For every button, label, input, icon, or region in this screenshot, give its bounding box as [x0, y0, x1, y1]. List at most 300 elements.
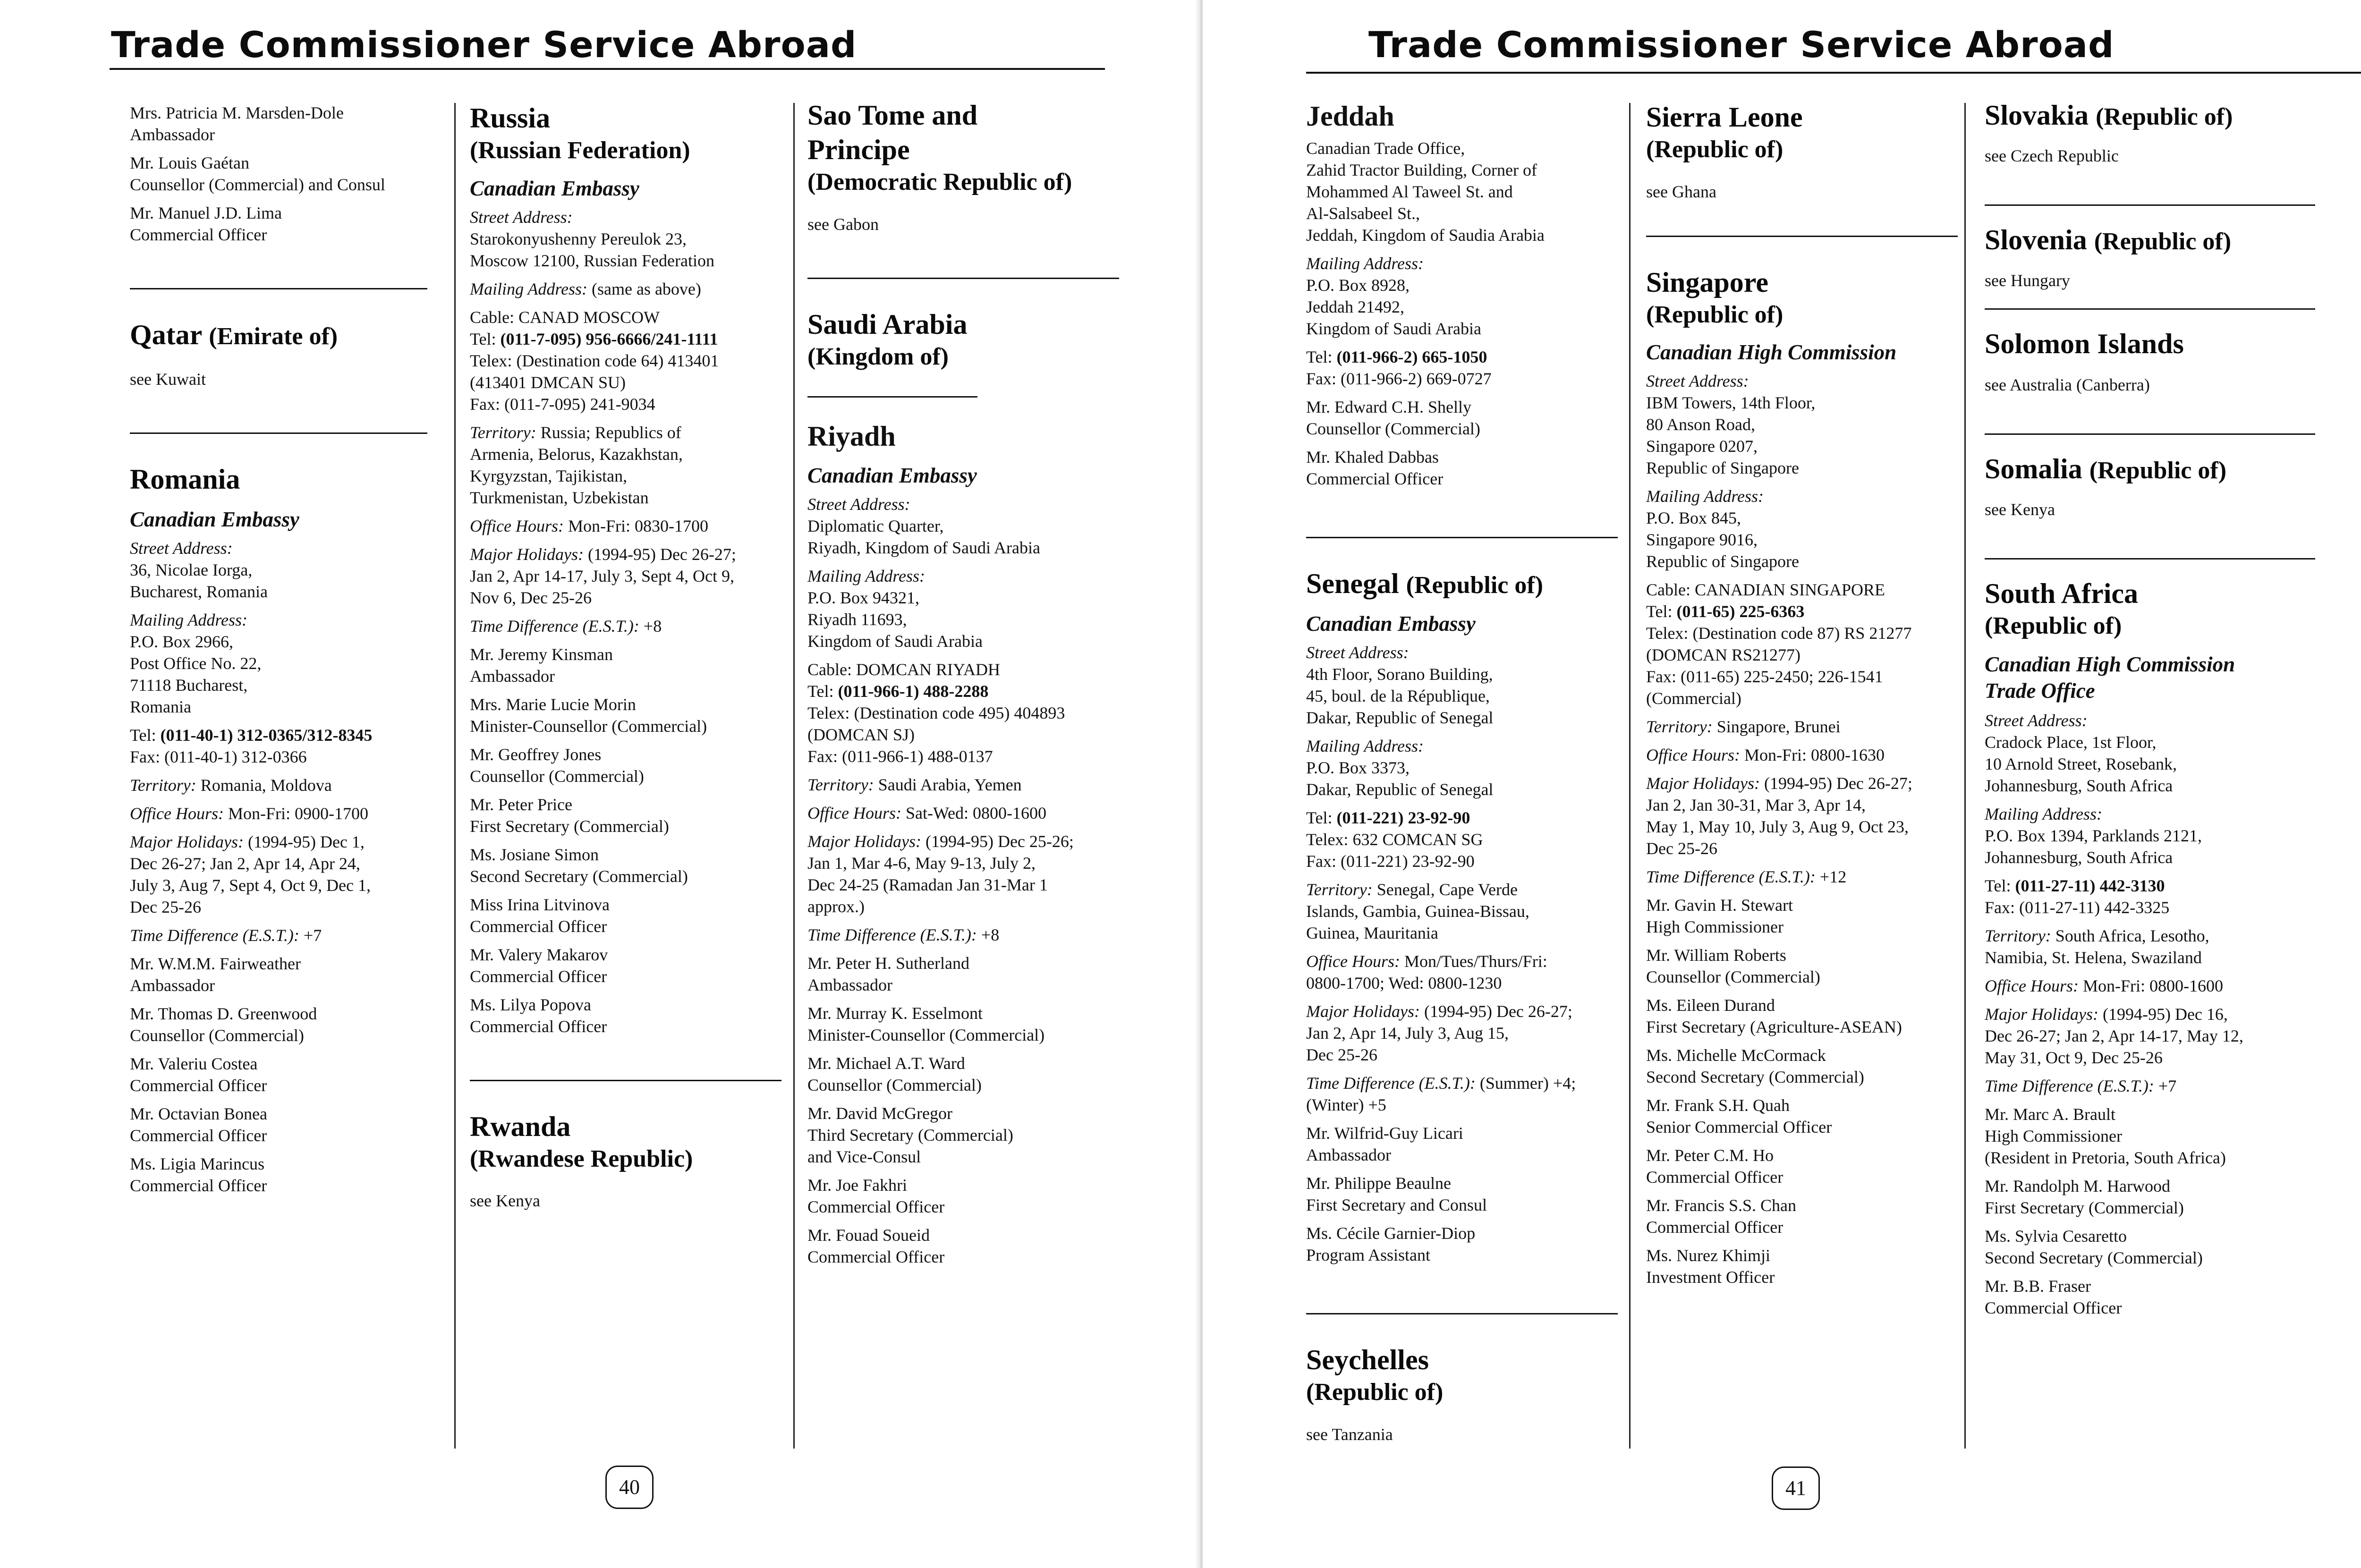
- staff-entry: [470, 944, 781, 987]
- text-line: Cradock Place, 1st Floor,: [1985, 733, 2157, 752]
- text-line: Fax: (011-27-11) 442-3325: [1985, 898, 2170, 917]
- text-line: Mrs. Marie Lucie Morin: [470, 695, 636, 714]
- text-line: Seychelles: [1306, 1344, 1429, 1376]
- text-line: Islands, Gambia, Guinea-Bissau,: [1306, 902, 1529, 921]
- text-line: Turkmenistan, Uzbekistan: [470, 488, 649, 507]
- text-line: Mr. Thomas D. Greenwood: [130, 1004, 317, 1024]
- staff-entry: [1985, 1225, 2315, 1269]
- staff-entry: [807, 1174, 1119, 1218]
- text-line: [130, 831, 427, 853]
- text-line: [1985, 925, 2315, 947]
- text-line: Fax: (011-7-095) 241-9034: [470, 394, 655, 414]
- text-line: Canadian Trade Office,: [1306, 139, 1465, 158]
- entry-block: [130, 724, 427, 768]
- city-title: Jeddah: [1306, 101, 1394, 132]
- section-divider: [130, 432, 427, 434]
- text-line: Starokonyushenny Pereulok 23,: [470, 229, 687, 248]
- entry-block: [470, 206, 781, 271]
- text-line: Counsellor (Commercial): [470, 766, 644, 786]
- text-line: Major Holidays:: [130, 832, 244, 852]
- text-line: 0800-1700; Wed: 0800-1230: [1306, 974, 1502, 993]
- staff-entry: [470, 744, 781, 787]
- text-line: Jeddah 21492,: [1306, 297, 1404, 316]
- text-line: Ambassador: [130, 976, 215, 995]
- entry-block: [130, 924, 427, 946]
- text-line: Bucharest, Romania: [130, 582, 268, 602]
- text-line: Ms. Cécile Garnier-Diop: [1306, 1224, 1476, 1243]
- text-line: (DOMCAN SJ): [807, 725, 915, 745]
- text-line: Jan 2, Apr 14, July 3, Aug 15,: [1306, 1024, 1509, 1043]
- text-line: Dec 26-27; Jan 2, Apr 14-17, May 12,: [1985, 1026, 2243, 1046]
- text-line: (Republic of): [2096, 103, 2233, 130]
- right-page: [1203, 0, 2361, 1568]
- text-line: Mr. Valeriu Costea: [130, 1054, 258, 1074]
- entry-block: [470, 306, 781, 415]
- staff-entry: [1646, 1245, 1958, 1288]
- text-line: [807, 680, 1119, 702]
- country-title: [1985, 223, 2315, 257]
- text-line: Second Secretary (Commercial): [1646, 1068, 1864, 1087]
- text-line: Cable: DOMCAN RIYADH: [807, 660, 1000, 679]
- text-line: Ms. Sylvia Cesaretto: [1985, 1227, 2127, 1246]
- text-line: Mr. Francis S.S. Chan: [1646, 1196, 1797, 1215]
- entry-block: [130, 774, 427, 796]
- text-line: +7: [299, 926, 322, 945]
- text-line: Jan 2, Jan 30-31, Mar 3, Apr 14,: [1646, 796, 1866, 815]
- entry-block: [1985, 710, 2315, 797]
- text-line: Dec 25-26: [1646, 839, 1717, 858]
- text-line: Sierra Leone: [1646, 102, 1803, 133]
- text-line: High Commissioner: [1985, 1127, 2123, 1146]
- text-line: May 1, May 10, July 3, Aug 9, Oct 23,: [1646, 817, 1909, 837]
- text-line: Slovenia: [1985, 224, 2087, 256]
- text-line: Commercial Officer: [807, 1247, 945, 1267]
- text-line: Mr. Joe Fakhri: [807, 1176, 907, 1195]
- text-line: Commercial Officer: [470, 916, 607, 936]
- text-line: Mr. Murray K. Esselmont: [807, 1004, 983, 1023]
- text-line: +8: [977, 925, 1000, 945]
- text-line: Mr. Geoffrey Jones: [470, 745, 602, 764]
- section-singapore: [1646, 265, 1958, 1288]
- text-line: (1994-95) Dec 26-27;: [1759, 774, 1912, 793]
- text-line: Post Office No. 22,: [130, 654, 262, 673]
- text-line: Johannesburg, South Africa: [1985, 848, 2173, 867]
- text-line: Dakar, Republic of Senegal: [1306, 780, 1494, 799]
- text-line: Commercial Officer: [130, 225, 267, 244]
- entry-block: [1646, 370, 1958, 479]
- text-line: Mr. Philippe Beaulne: [1306, 1174, 1451, 1193]
- text-line: Ms. Eileen Durand: [1646, 996, 1775, 1015]
- text-line: Major Holidays:: [1985, 1005, 2098, 1024]
- entry-block: [807, 659, 1119, 767]
- entry-block: [1306, 137, 1618, 246]
- page-header-title: Trade Commissioner Service Abroad: [1368, 24, 2115, 66]
- text-line: Mrs. Patricia M. Marsden-Dole: [130, 103, 344, 122]
- text-line: Third Secretary (Commercial): [807, 1126, 1013, 1145]
- staff-entry: [130, 152, 427, 195]
- text-line: [470, 328, 781, 350]
- entry-block: [807, 802, 1119, 824]
- staff-entry: [807, 1052, 1119, 1096]
- entry-block: [470, 422, 781, 509]
- text-line: Mr. Khaled Dabbas: [1306, 448, 1439, 466]
- text-line: Ambassador: [130, 125, 215, 144]
- text-line: Minister-Counsellor (Commercial): [807, 1026, 1045, 1045]
- text-line: July 3, Aug 7, Sept 4, Oct 9, Dec 1,: [130, 876, 371, 895]
- text-line: Major Holidays:: [1306, 1002, 1420, 1021]
- text-line: Dec 26-27; Jan 2, Apr 14, Apr 24,: [130, 854, 360, 873]
- staff-entry: [1306, 1172, 1618, 1216]
- section-russia: [470, 101, 781, 1037]
- text-line: Senegal, Cape Verde: [1372, 880, 1518, 899]
- entry-block: [807, 831, 1119, 917]
- section-divider: [130, 288, 427, 289]
- text-line: [470, 515, 781, 537]
- country-title: Solomon Islands: [1985, 328, 2184, 360]
- entry-block: [1646, 866, 1958, 888]
- entry-block: [1306, 346, 1618, 390]
- entry-block: [1985, 1003, 2315, 1068]
- entry-block: [807, 565, 1119, 652]
- text-line: Al-Salsabeel St.,: [1306, 204, 1420, 223]
- entry-block: [1985, 925, 2315, 968]
- text-line: Time Difference (E.S.T.):: [1306, 1074, 1476, 1093]
- text-line: Telex: (Destination code 495) 404893: [807, 703, 1065, 723]
- text-line: Dakar, Republic of Senegal: [1306, 708, 1494, 728]
- text-line: Mr. William Roberts: [1646, 946, 1786, 965]
- text-line: Mr. Peter C.M. Ho: [1646, 1146, 1774, 1165]
- text-line: Mr. Randolph M. Harwood: [1985, 1177, 2170, 1196]
- staff-entry: [1646, 1144, 1958, 1188]
- entry-block: [1985, 803, 2315, 868]
- text-line: +8: [639, 616, 662, 636]
- text-line: Russia; Republics of: [536, 423, 681, 442]
- staff-entry: [1306, 1222, 1618, 1266]
- text-line: Mr. B.B. Fraser: [1985, 1277, 2091, 1296]
- text-line: [1646, 601, 1958, 622]
- page-number: 40: [605, 1466, 654, 1509]
- section-somalia: [1985, 452, 2315, 520]
- section-sierra-leone: [1646, 100, 1958, 203]
- text-line: P.O. Box 1394, Parklands 2121,: [1985, 826, 2202, 846]
- text-line: Investment Officer: [1646, 1268, 1775, 1287]
- text-line: approx.): [807, 897, 865, 916]
- staff-entry: [1306, 446, 1618, 490]
- section-senegal: [1306, 567, 1618, 1266]
- text-line: Telex: 632 COMCAN SG: [1306, 830, 1483, 849]
- text-line: Commercial Officer: [130, 1076, 267, 1095]
- entry-block: [807, 774, 1119, 796]
- text-line: Commercial Officer: [1646, 1218, 1783, 1237]
- text-line: [1985, 1075, 2315, 1097]
- text-line: Republic of Singapore: [1646, 458, 1799, 478]
- entry-block: [1306, 735, 1618, 800]
- section-divider: [1985, 433, 2315, 435]
- entry-block: [130, 609, 427, 718]
- text-line: P.O. Box 845,: [1646, 509, 1741, 528]
- text-line: Commercial Officer: [130, 1176, 267, 1195]
- text-line: Minister-Counsellor (Commercial): [470, 716, 707, 736]
- section-saudi-arabia: [807, 307, 1119, 372]
- entry-block: [470, 615, 781, 637]
- entry-block: [130, 537, 427, 602]
- text-line: Kyrgyzstan, Tajikistan,: [470, 466, 628, 485]
- text-line: (Republic of): [1646, 136, 1783, 163]
- entry-block: [1646, 772, 1958, 859]
- section-divider: [807, 278, 1119, 279]
- text-line: [1306, 1072, 1618, 1094]
- text-line: Mr. Gavin H. Stewart: [1646, 896, 1793, 915]
- text-line: Fax: (011-966-2) 669-0727: [1306, 369, 1492, 388]
- text-line: Principe: [807, 134, 910, 166]
- entry-block: [1306, 1000, 1618, 1066]
- text-line: (1994-95) Dec 26-27;: [583, 544, 736, 564]
- text-line: Saudi Arabia: [807, 308, 968, 340]
- office-title: Canadian High Commission Trade Office: [1985, 653, 2235, 703]
- text-line: Mr. Louis Gaétan: [130, 153, 249, 172]
- section-slovakia: [1985, 98, 2315, 167]
- text-line: Kingdom of Saudi Arabia: [1306, 319, 1481, 338]
- column-divider: [793, 103, 795, 1449]
- section-jeddah: [1306, 100, 1618, 490]
- text-line: (1994-95) Dec 25-26;: [921, 832, 1074, 851]
- section-divider: [1306, 537, 1618, 538]
- text-line: Jeddah, Kingdom of Saudia Arabia: [1306, 226, 1545, 245]
- text-line: Zahid Tractor Building, Corner of: [1306, 161, 1537, 179]
- text-line: (Republic of): [1406, 572, 1543, 599]
- text-line: Counsellor (Commercial): [1306, 419, 1480, 438]
- section-romania: [130, 462, 427, 1196]
- text-line: IBM Towers, 14th Floor,: [1646, 393, 1816, 413]
- text-line: P.O. Box 94321,: [807, 588, 920, 608]
- text-line: [1646, 744, 1958, 766]
- text-line: Mailing Address:: [1985, 805, 2102, 824]
- text-line: Tel:: [1646, 602, 1677, 621]
- text-line: South Africa: [1985, 577, 2139, 609]
- text-line: Mon-Fri: 0900-1700: [223, 804, 368, 823]
- text-line: Diplomatic Quarter,: [807, 517, 944, 536]
- staff-entry: [1646, 994, 1958, 1038]
- section-divider: [1306, 1313, 1618, 1314]
- text-line: High Commissioner: [1646, 917, 1784, 937]
- entry-block: [1306, 950, 1618, 994]
- text-line: Street Address:: [1985, 711, 2088, 730]
- text-line: Mr. Peter Price: [470, 795, 572, 814]
- text-line: [470, 278, 781, 300]
- text-line: First Secretary (Commercial): [1985, 1198, 2184, 1218]
- country-title: [807, 307, 1119, 372]
- text-line: Armenia, Belorus, Kazakhstan,: [470, 444, 683, 464]
- entry-block: [1646, 579, 1958, 709]
- text-line: Dec 25-26: [1306, 1045, 1377, 1065]
- column-2: [470, 99, 781, 1212]
- section-rwanda: [470, 1110, 781, 1212]
- text-line: Mr. David McGregor: [807, 1104, 952, 1123]
- text-line: Territory:: [807, 775, 874, 795]
- section-divider: [1646, 236, 1958, 237]
- text-line: [1985, 975, 2315, 997]
- text-line: +7: [2154, 1076, 2177, 1096]
- text-line: Mr. Michael A.T. Ward: [807, 1054, 965, 1073]
- text-line: Territory:: [1306, 880, 1373, 899]
- text-line: (Republic of): [1306, 1379, 1444, 1406]
- text-line: Senior Commercial Officer: [1646, 1118, 1832, 1137]
- entry-block: [470, 278, 781, 300]
- office-title: Canadian Embassy: [130, 508, 299, 532]
- text-line: Counsellor (Commercial) and Consul: [130, 175, 385, 194]
- text-line: Mohammed Al Taweel St. and: [1306, 182, 1513, 201]
- text-line: 45, boul. de la République,: [1306, 687, 1490, 706]
- staff-entry: [807, 952, 1119, 996]
- column-divider: [1629, 103, 1631, 1449]
- city-title: Riyadh: [807, 421, 896, 452]
- text-line: [807, 774, 1119, 796]
- text-line: Mr. Octavian Bonea: [130, 1104, 267, 1124]
- text-line: Tel:: [1306, 808, 1337, 828]
- entry-block: [1646, 716, 1958, 737]
- text-line: Fax: (011-40-1) 312-0366: [130, 747, 307, 767]
- entry-block: [130, 803, 427, 824]
- text-line: (DOMCAN RS21277): [1646, 645, 1801, 665]
- text-line: Fax: (011-65) 225-2450; 226-1541: [1646, 667, 1883, 687]
- text-line: Ambassador: [470, 666, 555, 686]
- staff-entry: [130, 1003, 427, 1046]
- text-line: Dec 24-25 (Ramadan Jan 31-Mar 1: [807, 875, 1048, 895]
- country-title: Romania: [130, 464, 240, 495]
- country-title: [1985, 576, 2315, 641]
- country-title: [807, 98, 1119, 197]
- see-reference: see Czech Republic: [1985, 146, 2119, 166]
- staff-entry: [470, 894, 781, 937]
- office-title: Canadian High Commission: [1646, 340, 1897, 364]
- country-title: [1985, 452, 2315, 486]
- text-line: Mr. Jeremy Kinsman: [470, 644, 613, 664]
- staff-entry: [1646, 894, 1958, 938]
- text-line: May 31, Oct 9, Dec 25-26: [1985, 1048, 2163, 1068]
- text-line: Dec 25-26: [130, 898, 201, 917]
- text-line: Major Holidays:: [1646, 774, 1760, 793]
- column-divider: [454, 103, 456, 1449]
- text-line: Mr. W.M.M. Fairweather: [130, 954, 301, 974]
- text-line: +12: [1815, 867, 1847, 887]
- text-line: (Resident in Pretoria, South Africa): [1985, 1148, 2226, 1168]
- text-line: Mon-Fri: 0800-1600: [2078, 976, 2223, 996]
- text-line: Commercial Officer: [1646, 1168, 1783, 1187]
- text-line: Riyadh, Kingdom of Saudi Arabia: [807, 538, 1040, 558]
- text-line: (1994-95) Dec 16,: [2098, 1005, 2228, 1024]
- text-line: Street Address:: [130, 539, 233, 558]
- text-line: Mr. Frank S.H. Quah: [1646, 1096, 1790, 1115]
- text-line: Fax: (011-221) 23-92-90: [1306, 852, 1475, 871]
- entry-block: [1306, 253, 1618, 339]
- text-line: (same as above): [587, 279, 701, 298]
- text-line: Office Hours:: [1306, 952, 1400, 971]
- text-line: Time Difference (E.S.T.):: [807, 925, 977, 945]
- entry-block: [1306, 879, 1618, 944]
- text-line: Jan 1, Mar 4-6, May 9-13, July 2,: [807, 854, 1036, 873]
- see-reference: see Tanzania: [1306, 1424, 1393, 1444]
- text-line: Cable: CANAD MOSCOW: [470, 307, 660, 327]
- phone-number: (011-7-095) 956-6666/241-1111: [500, 329, 718, 348]
- text-line: First Secretary (Agriculture-ASEAN): [1646, 1017, 1902, 1037]
- text-line: Counsellor (Commercial): [807, 1076, 982, 1095]
- text-line: [1306, 879, 1618, 900]
- phone-number: (011-221) 23-92-90: [1336, 808, 1470, 828]
- text-line: Qatar: [130, 319, 202, 350]
- text-line: Time Difference (E.S.T.):: [1646, 867, 1816, 887]
- text-line: Miss Irina Litvinova: [470, 895, 610, 914]
- text-line: [1646, 772, 1958, 794]
- text-line: Sat-Wed: 0800-1600: [901, 804, 1047, 823]
- column-1: [1306, 98, 1618, 1445]
- staff-entry: [470, 844, 781, 887]
- staff-entry: [1306, 1122, 1618, 1166]
- entry-block: [807, 924, 1119, 946]
- staff-entry: [470, 694, 781, 737]
- text-line: Commercial Officer: [470, 1017, 607, 1036]
- staff-entry: [1985, 1103, 2315, 1169]
- see-reference: see Gabon: [807, 214, 879, 234]
- text-line: 4th Floor, Sorano Building,: [1306, 665, 1493, 684]
- text-line: (Winter) +5: [1306, 1095, 1386, 1115]
- text-line: Nov 6, Dec 25-26: [470, 588, 592, 607]
- entry-block: [1306, 807, 1618, 872]
- text-line: (Republic of): [1985, 612, 2122, 639]
- text-line: Ms. Michelle McCormack: [1646, 1046, 1826, 1065]
- text-line: Ambassador: [1306, 1145, 1391, 1165]
- text-line: Time Difference (E.S.T.):: [470, 616, 639, 636]
- staff-entry: [1646, 1195, 1958, 1238]
- staff-entry: [807, 1002, 1119, 1046]
- staff-entry: [130, 202, 427, 246]
- text-line: Jan 2, Apr 14-17, July 3, Sept 4, Oct 9,: [470, 566, 734, 585]
- text-line: Ms. Nurez Khimji: [1646, 1246, 1770, 1265]
- text-line: Tel:: [130, 726, 161, 745]
- text-line: Office Hours:: [1646, 746, 1740, 765]
- phone-number: (011-40-1) 312-0365/312-8345: [160, 726, 373, 745]
- text-line: Singapore 0207,: [1646, 437, 1758, 456]
- text-line: Kingdom of Saudi Arabia: [807, 632, 983, 651]
- section-divider: [1985, 308, 2315, 310]
- text-line: Mailing Address:: [1306, 254, 1424, 273]
- text-line: (413401 DMCAN SU): [470, 373, 626, 392]
- entry-block: [1985, 1075, 2315, 1097]
- text-line: P.O. Box 2966,: [130, 632, 234, 652]
- staff-entry: [807, 1102, 1119, 1168]
- staff-entry: [130, 953, 427, 996]
- text-line: Guinea, Mauritania: [1306, 924, 1438, 943]
- text-line: [130, 924, 427, 946]
- text-line: 71118 Bucharest,: [130, 676, 248, 695]
- text-line: [1646, 866, 1958, 888]
- text-line: Mr. Wilfrid-Guy Licari: [1306, 1124, 1463, 1143]
- text-line: [130, 774, 427, 796]
- text-line: Mailing Address:: [130, 610, 247, 630]
- country-title: [1306, 567, 1618, 601]
- staff-entry: [807, 1224, 1119, 1268]
- text-line: [1306, 1000, 1618, 1022]
- text-line: First Secretary and Consul: [1306, 1195, 1487, 1215]
- staff-entry: [1985, 1275, 2315, 1319]
- see-reference: see Ghana: [1646, 182, 1716, 201]
- text-line: Namibia, St. Helena, Swaziland: [1985, 948, 2202, 967]
- text-line: Mailing Address:: [470, 279, 587, 298]
- header-rule: [110, 68, 1105, 70]
- text-line: (Kingdom of): [807, 343, 949, 370]
- country-title: [1646, 265, 1958, 330]
- staff-entry: [470, 994, 781, 1037]
- column-3: [807, 96, 1119, 1274]
